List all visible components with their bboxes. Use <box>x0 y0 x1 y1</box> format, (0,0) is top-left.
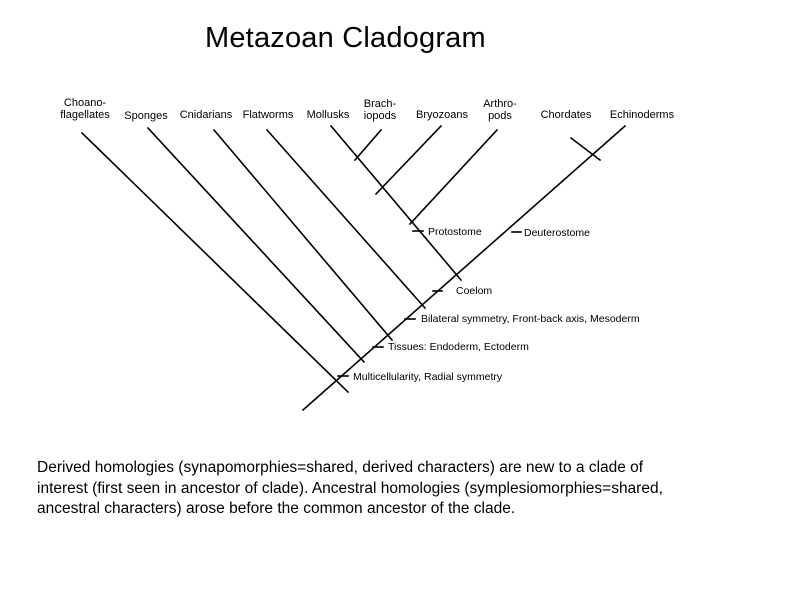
taxon-sponges: Sponges <box>124 110 168 122</box>
taxon-mollusks: Mollusks <box>306 109 350 121</box>
branch-flatworms <box>267 130 425 308</box>
taxon-choanoflagellates: Choano- flagellates <box>60 97 110 121</box>
char-multicellularity: Multicellularity, Radial symmetry <box>353 371 503 383</box>
char-protostome: Protostome <box>428 226 482 238</box>
branch-bryozoans <box>376 126 441 194</box>
char-tissues: Tissues: Endoderm, Ectoderm <box>388 341 529 353</box>
char-coelom: Coelom <box>456 285 493 297</box>
taxon-flatworms: Flatworms <box>242 109 294 121</box>
branch-choanoflagellates <box>82 133 348 392</box>
taxon-bryozoans: Bryozoans <box>416 109 468 121</box>
taxon-brachiopods: Brach- iopods <box>363 98 397 122</box>
caption-text: Derived homologies (synapomorphies=shared, derived characters) are new to a clade of interest (first seen in ancestor of clade). Ancestral homologies (symplesiomorphies=shared, ancestral characters) arose before the common ancestor of the clade. <box>37 459 663 517</box>
branch-protostomes-main <box>331 126 461 280</box>
char-bilateral: Bilateral symmetry, Front-back axis, Mesoderm <box>421 313 640 325</box>
taxon-chordates: Chordates <box>540 109 592 121</box>
branch-cnidarians <box>214 130 392 340</box>
branch-brachiopods <box>355 130 381 160</box>
taxon-cnidarians: Cnidarians <box>179 109 233 121</box>
taxon-arthropods: Arthro- pods <box>483 98 517 122</box>
taxon-echinoderms: Echinoderms <box>609 109 675 121</box>
char-deuterostome: Deuterostome <box>524 227 590 239</box>
diagram-title: Metazoan Cladogram <box>205 22 486 54</box>
branch-sponges <box>148 128 364 362</box>
main-trunk-branch <box>303 126 625 410</box>
branch-chordates <box>571 138 600 160</box>
